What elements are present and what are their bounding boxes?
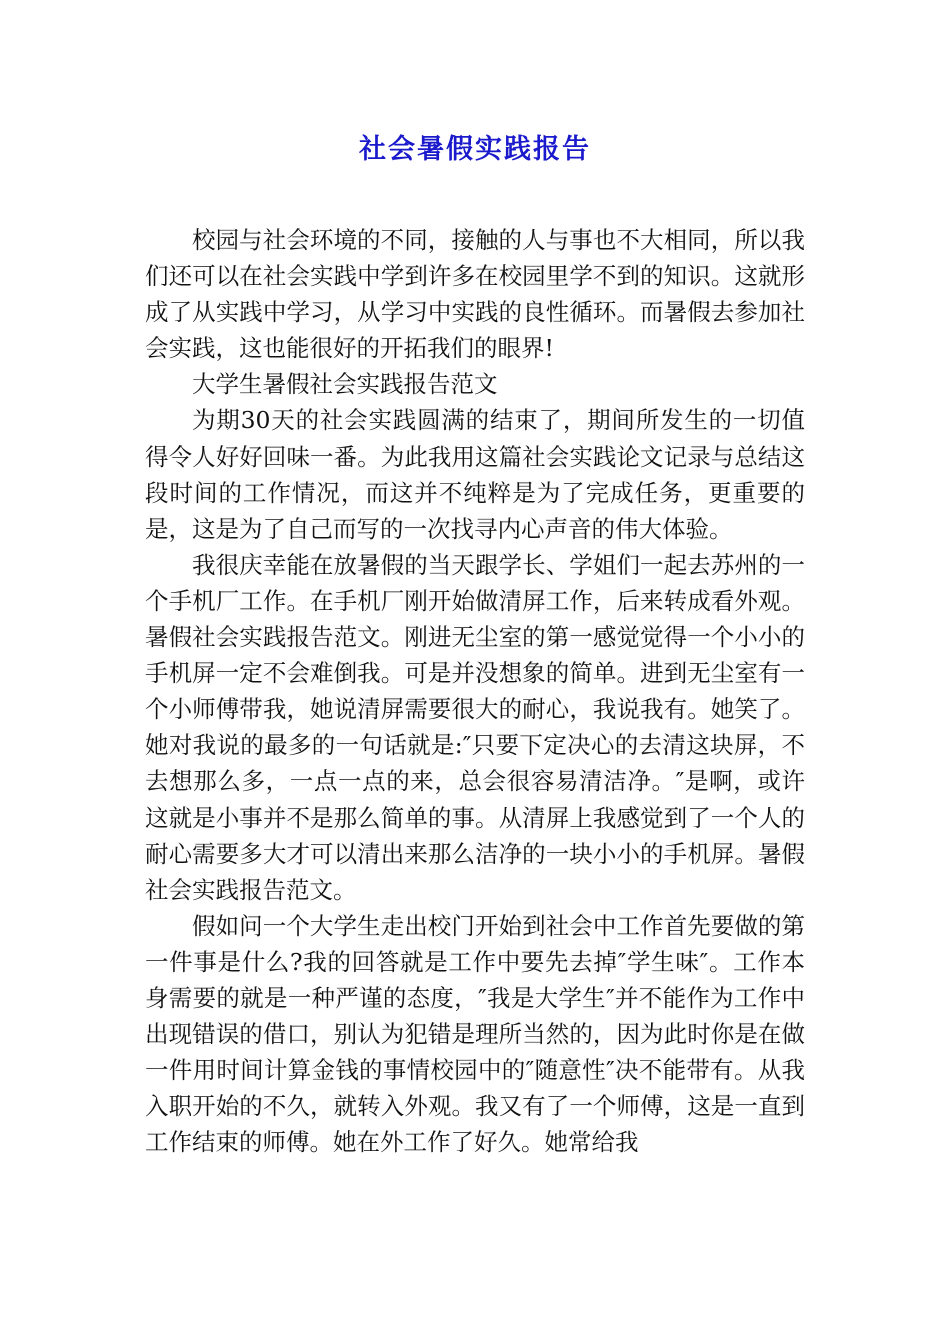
paragraph-subheading: 大学生暑假社会实践报告范文 xyxy=(192,370,498,399)
document-body xyxy=(145,222,805,1160)
paragraph-factory-work: 我很庆幸能在放暑假的当天跟学长、学姐们一起去苏州的一个手机厂工作。在手机厂刚开始做清屏工作，后来转成看外观。暑假社会实践报告范文。刚进无尘室的第一感觉觉得一个小小的手机屏一定不会难倒我。可是并没想象的简单。进到无尘室有一个小师傅带我，她说清屏需要很大的耐心，我说我有。她笑了。她对我说的最多的一句话就是:″只要下定决心的去清这块屏，不去想那么多，一点一点的来，总会很容易清洁净。″是啊，或许这就是小事并不是那么简单的事。从清屏上我感觉到了一个人的耐心需要多大才可以清出来那么洁净的一块小小的手机屏。暑假社会实践报告范文。 xyxy=(145,550,805,904)
paragraph-summary: 为期30天的社会实践圆满的结束了，期间所发生的一切值得令人好好回味一番。为此我用这篇社会实践论文记录与总结这段时间的工作情况，而这并不纯粹是为了完成任务，更重要的是，这是为了自己而写的一次找寻内心声音的伟大体验。 xyxy=(145,406,805,543)
page-title: 社会暑假实践报告 xyxy=(359,134,591,165)
paragraph-student-attitude: 假如问一个大学生走出校门开始到社会中工作首先要做的第一件事是什么?我的回答就是工作中要先去掉″学生味″。工作本身需要的就是一种严谨的态度，″我是大学生″并不能作为工作中出现错误的借口，别认为犯错是理所当然的，因为此时你是在做一件用时间计算金钱的事情校园中的″随意性″决不能带有。从我入职开始的不久，就转入外观。我又有了一个师傅，这是一直到工作结束的师傅。她在外工作了好久。她常给我 xyxy=(145,911,805,1157)
paragraph-intro: 校园与社会环境的不同，接触的人与事也不大相同，所以我们还可以在社会实践中学到许多在校园里学不到的知识。这就形成了从实践中学习，从学习中实践的良性循环。而暑假去参加社会实践，这也能很好的开拓我们的眼界! xyxy=(145,226,805,363)
